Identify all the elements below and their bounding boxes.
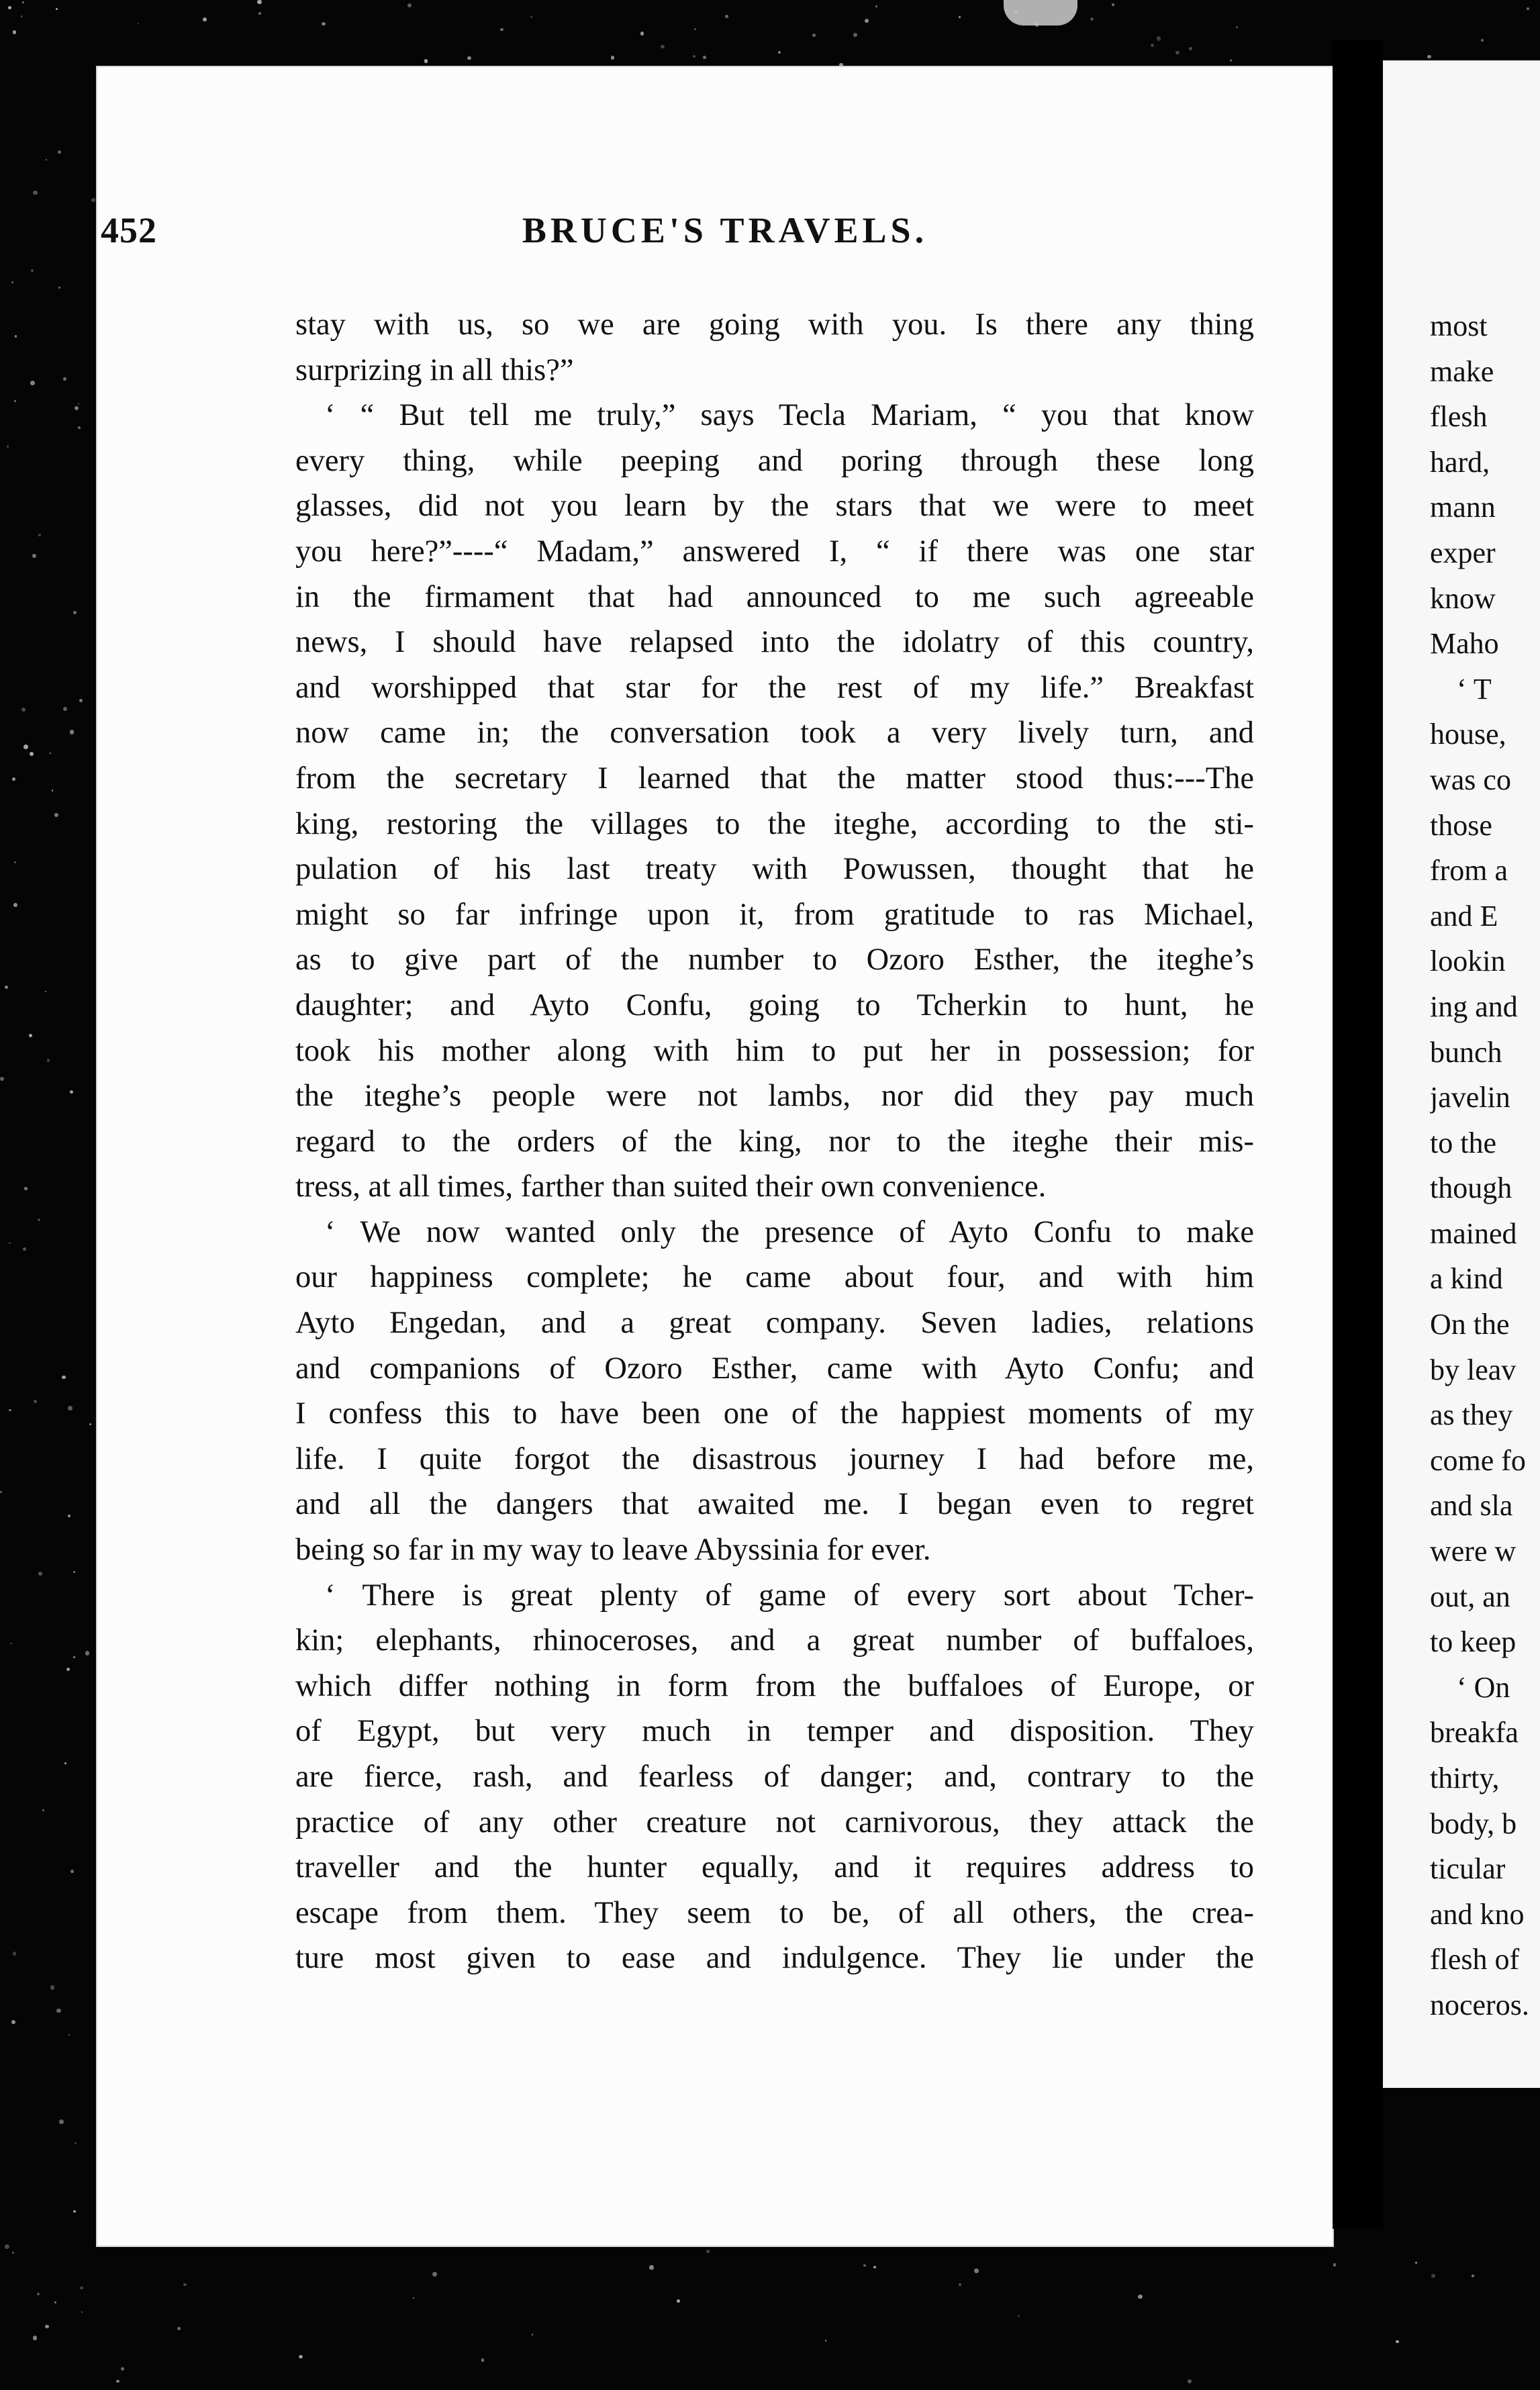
scan-speck	[70, 730, 75, 734]
scan-speck	[38, 1218, 40, 1221]
scan-speck	[30, 752, 34, 756]
scan-speck	[89, 1423, 91, 1425]
scan-speck	[10, 1643, 12, 1645]
scan-speck	[62, 1376, 66, 1380]
scan-speck	[78, 403, 79, 404]
facing-text-line: javelin	[1430, 1081, 1510, 1114]
scan-speck	[407, 3, 412, 7]
facing-text-line: as they	[1430, 1398, 1513, 1432]
text-line: ‘ There is great plenty of game of every sort about Tcher-	[325, 1578, 1254, 1613]
scan-speck	[78, 426, 81, 429]
text-line: might so far infringe upon it, from gratitude to ras Michael,	[295, 897, 1254, 932]
facing-text-line: and E	[1430, 899, 1498, 933]
text-line: our happiness complete; he came about four, and with him	[295, 1260, 1254, 1295]
text-line: surprizing in all this?”	[295, 352, 574, 387]
scan-speck	[1431, 2274, 1435, 2278]
scan-speck	[37, 2293, 40, 2295]
scan-speck	[661, 45, 665, 49]
scan-speck	[68, 1406, 73, 1411]
scan-speck	[725, 15, 728, 18]
facing-text-line: ‘ On	[1457, 1670, 1510, 1704]
scan-speck	[50, 1985, 54, 1989]
scan-speck	[75, 406, 79, 410]
facing-text-line: and kno	[1430, 1897, 1525, 1931]
scan-speck	[23, 745, 28, 749]
scan-speck	[1472, 2275, 1474, 2277]
facing-text-line: though	[1430, 1172, 1512, 1205]
scan-speck	[1189, 47, 1192, 50]
text-line: tress, at all times, farther than suited their own convenience.	[295, 1169, 1047, 1204]
scan-speck	[413, 2297, 414, 2299]
page-gutter	[1333, 40, 1383, 2229]
scan-speck	[42, 1809, 44, 1811]
text-line: as to give part of the number to Ozoro Esther, the iteghe’s	[295, 943, 1254, 977]
scan-speck	[46, 159, 48, 161]
scan-speck	[138, 23, 139, 24]
scan-speck	[52, 790, 54, 792]
scan-speck	[64, 1762, 66, 1764]
scan-speck	[7, 445, 9, 448]
scan-speck	[56, 8, 58, 10]
scan-speck	[1230, 59, 1232, 61]
scan-speck	[1151, 44, 1154, 47]
body-text	[295, 302, 1254, 1981]
scan-speck	[21, 708, 26, 712]
scan-speck	[706, 2250, 710, 2253]
facing-text-line: and sla	[1430, 1489, 1513, 1523]
facing-text-line: from a	[1430, 854, 1508, 888]
text-line: in the firmament that had announced to me such agreeable	[295, 579, 1254, 614]
scan-speck	[8, 6, 11, 9]
scan-speck	[299, 2355, 303, 2359]
text-line: took his mother along with him to put her in possession; for	[295, 1033, 1254, 1068]
scan-speck	[38, 534, 41, 536]
text-line: the iteghe’s people were not lambs, nor did they pay much	[295, 1079, 1254, 1114]
text-line: pulation of his last treaty with Powussen, thought that he	[295, 852, 1254, 887]
scan-speck	[9, 1409, 11, 1412]
page-number: 452	[101, 210, 157, 250]
facing-text-line: most	[1430, 309, 1488, 342]
scan-speck	[12, 2252, 14, 2254]
scan-speck	[500, 28, 503, 31]
scan-speck	[12, 777, 15, 781]
scan-speck	[80, 2287, 83, 2289]
scan-speck	[68, 1515, 70, 1517]
facing-text-line: to the	[1430, 1126, 1496, 1159]
scan-speck	[1090, 17, 1094, 21]
scan-speck	[63, 707, 67, 711]
scan-speck	[11, 281, 13, 283]
scan-speck	[432, 2272, 437, 2277]
scan-speck	[66, 1668, 70, 1671]
scan-speck	[677, 2299, 680, 2303]
facing-text-line: were w	[1430, 1535, 1517, 1568]
scan-speck	[58, 287, 61, 289]
scan-speck	[23, 1247, 26, 1251]
scan-speck	[70, 1090, 73, 1094]
scan-speck	[59, 2119, 64, 2124]
facing-text-line: know	[1430, 581, 1496, 615]
facing-text-line: breakfa	[1430, 1716, 1519, 1750]
scan-speck	[1396, 2340, 1398, 2343]
text-line: ‘ “ But tell me truly,” says Tecla Mariam, “ you that know	[325, 398, 1254, 433]
scan-speck	[33, 191, 38, 195]
facing-text-line: mann	[1430, 491, 1496, 524]
scan-speck	[183, 2283, 186, 2286]
facing-text-line: noceros.	[1430, 1988, 1529, 2021]
scan-speck	[15, 335, 17, 337]
facing-text-line: thirty,	[1430, 1762, 1500, 1795]
scan-speck	[14, 400, 16, 402]
text-line: and all the dangers that awaited me. I began even to regret	[295, 1487, 1254, 1522]
scan-speck	[50, 753, 51, 754]
scan-speck	[14, 861, 16, 863]
text-line: you here?”----“ Madam,” answered I, “ if there was one star	[295, 534, 1254, 569]
text-line: are fierce, rash, and fearless of danger; and, contrary to the	[295, 1760, 1254, 1794]
text-line: and worshipped that star for the rest of my life.” Breakfast	[295, 670, 1254, 705]
binding-mark	[1004, 0, 1077, 26]
scan-speck	[63, 377, 66, 381]
scan-speck	[73, 611, 77, 614]
scan-speck	[54, 813, 58, 817]
scan-speck	[30, 381, 35, 385]
scan-speck	[1481, 39, 1484, 42]
facing-text-line: to keep	[1430, 1625, 1517, 1659]
scan-speck	[13, 1952, 16, 1955]
scan-speck	[873, 2266, 876, 2268]
scan-speck	[1415, 2262, 1417, 2264]
scan-speck	[34, 1400, 36, 1402]
scan-speck	[56, 2009, 61, 2013]
text-line: which differ nothing in form from the buffaloes of Europe, or	[295, 1668, 1254, 1703]
scan-speck	[467, 56, 471, 60]
text-line: stay with us, so we are going with you. Is there any thing	[295, 307, 1254, 342]
page-title: BRUCE'S TRAVELS.	[522, 210, 928, 250]
scan-speck	[22, 1, 24, 3]
text-line: regard to the orders of the king, nor to the iteghe their mis-	[295, 1124, 1254, 1159]
text-line: escape from them. They seem to be, of all others, the crea-	[295, 1895, 1254, 1930]
text-line: every thing, while peeping and poring through these long	[295, 443, 1254, 478]
facing-text-line: lookin	[1430, 945, 1506, 978]
scan-speck	[91, 198, 95, 202]
facing-text-line: flesh of	[1430, 1943, 1520, 1976]
text-line: now came in; the conversation took a very lively turn, and	[295, 716, 1254, 751]
scan-speck	[13, 903, 18, 908]
facing-text-line: exper	[1430, 536, 1496, 569]
scan-speck	[322, 22, 326, 26]
scan-speck	[21, 15, 23, 17]
scan-speck	[0, 1077, 4, 1081]
scan-speck	[1333, 2263, 1336, 2266]
facing-text-line: hard,	[1430, 445, 1490, 479]
scan-speck	[68, 2034, 70, 2036]
text-line: life. I quite forgot the disastrous journey I had before me,	[295, 1441, 1254, 1476]
scan-speck	[73, 1656, 75, 1658]
facing-text-line: bunch	[1430, 1035, 1502, 1069]
scan-speck	[9, 1242, 11, 1244]
scan-speck	[1236, 26, 1237, 28]
scan-speck	[0, 1491, 1, 1492]
scan-speck	[481, 2358, 484, 2361]
scan-speck	[694, 28, 696, 30]
scan-speck	[31, 269, 34, 272]
scan-speck	[693, 55, 695, 58]
text-line: ‘ We now wanted only the presence of Ayto Confu to make	[325, 1214, 1254, 1249]
facing-text-line: On the	[1430, 1308, 1510, 1341]
scan-speck	[959, 16, 961, 18]
facing-text-line: was co	[1430, 763, 1511, 796]
facing-text-line: flesh	[1430, 400, 1488, 434]
scan-speck	[121, 2367, 124, 2371]
scan-speck	[853, 33, 857, 37]
scan-speck	[203, 17, 207, 21]
text-line: glasses, did not you learn by the stars that we were to meet	[295, 489, 1254, 524]
text-line: being so far in my way to leave Abyssinia for ever.	[295, 1533, 931, 1568]
scan-speck	[778, 51, 781, 54]
scan-speck	[1527, 7, 1529, 10]
facing-text-line: by leav	[1430, 1353, 1517, 1386]
scan-speck	[532, 2334, 533, 2335]
scan-speck	[54, 2301, 56, 2303]
scan-speck	[177, 2327, 181, 2330]
facing-page-text	[1430, 303, 1540, 2028]
text-line: practice of any other creature not carnivorous, they attack the	[295, 1805, 1254, 1839]
scan-speck	[47, 1059, 50, 1062]
scan-speck	[33, 2336, 37, 2340]
running-head	[201, 209, 1249, 256]
facing-text-line: ing and	[1430, 990, 1518, 1023]
scan-speck	[1112, 3, 1114, 6]
text-line: Ayto Engedan, and a great company. Seven ladies, relations	[295, 1306, 1254, 1341]
scan-speck	[29, 1034, 32, 1037]
scan-speck	[1018, 2315, 1019, 2316]
scan-speck	[959, 2283, 961, 2286]
facing-text-line: body, b	[1430, 1807, 1517, 1840]
text-line: daughter; and Ayto Confu, going to Tcherkin to hunt, he	[295, 988, 1254, 1022]
text-line: traveller and the hunter equally, and it requires address to	[295, 1850, 1254, 1885]
scan-speck	[258, 12, 262, 15]
text-line: kin; elephants, rhinoceroses, and a great number of buffaloes,	[295, 1623, 1254, 1658]
scan-speck	[5, 2244, 9, 2249]
scan-speck	[1157, 36, 1161, 41]
text-line: king, restoring the villages to the iteghe, according to the sti-	[295, 806, 1254, 841]
scan-speck	[1138, 2295, 1143, 2299]
scan-speck	[38, 1572, 42, 1576]
scan-speck	[1175, 51, 1179, 54]
scan-speck	[13, 30, 17, 34]
scan-speck	[649, 2265, 653, 2269]
facing-text-line: a kind	[1430, 1262, 1503, 1296]
facing-text-line: make	[1430, 354, 1494, 388]
facing-text-line: out, an	[1430, 1580, 1510, 1613]
scan-speck	[5, 986, 8, 989]
text-line: ture most given to ease and indulgence. They lie under the	[295, 1941, 1254, 1976]
scan-speck	[11, 2020, 15, 2024]
facing-text-line: those	[1430, 808, 1492, 842]
scan-speck	[24, 1187, 28, 1190]
scan-speck	[58, 150, 61, 154]
scan-speck	[703, 56, 706, 59]
scan-speck	[1427, 55, 1431, 59]
scan-speck	[1188, 2379, 1192, 2383]
facing-text-line: ticular	[1430, 1852, 1506, 1886]
text-line: news, I should have relapsed into the idolatry of this country,	[295, 625, 1254, 660]
scan-speck	[530, 16, 532, 18]
scan-speck	[73, 2210, 76, 2213]
scan-speck	[865, 19, 869, 23]
scan-speck	[116, 2380, 119, 2383]
scan-speck	[812, 34, 816, 37]
scan-speck	[257, 0, 261, 4]
scan-speck	[45, 991, 46, 992]
scan-speck	[424, 59, 428, 62]
text-line: from the secretary I learned that the matter stood thus:---The	[295, 761, 1254, 796]
facing-text-line: ‘ T	[1457, 672, 1492, 706]
scan-speck	[75, 2142, 77, 2144]
scan-speck	[85, 1651, 89, 1655]
facing-text-line: mained	[1430, 1216, 1517, 1250]
scan-speck	[70, 1870, 74, 1873]
scan-speck	[79, 699, 83, 703]
scan-speck	[825, 2340, 826, 2341]
scan-speck	[611, 56, 615, 60]
scan-speck	[73, 1571, 75, 1572]
scan-speck	[875, 5, 877, 7]
text-line: of Egypt, but very much in temper and disposition. They	[295, 1714, 1254, 1749]
scan-speck	[32, 554, 36, 558]
facing-text-line: Maho	[1430, 627, 1499, 661]
facing-text-line: come fo	[1430, 1443, 1526, 1477]
facing-text-line: house,	[1430, 718, 1506, 751]
scan-speck	[863, 2264, 865, 2266]
scan-speck	[974, 2268, 979, 2273]
scan-speck	[45, 2325, 49, 2329]
scan-speck	[81, 2311, 83, 2313]
text-line: I confess this to have been one of the happiest moments of my	[295, 1396, 1254, 1431]
scan-speck	[839, 63, 843, 66]
scan-speck	[640, 32, 644, 36]
text-line: and companions of Ozoro Esther, came with Ayto Confu; and	[295, 1351, 1254, 1386]
